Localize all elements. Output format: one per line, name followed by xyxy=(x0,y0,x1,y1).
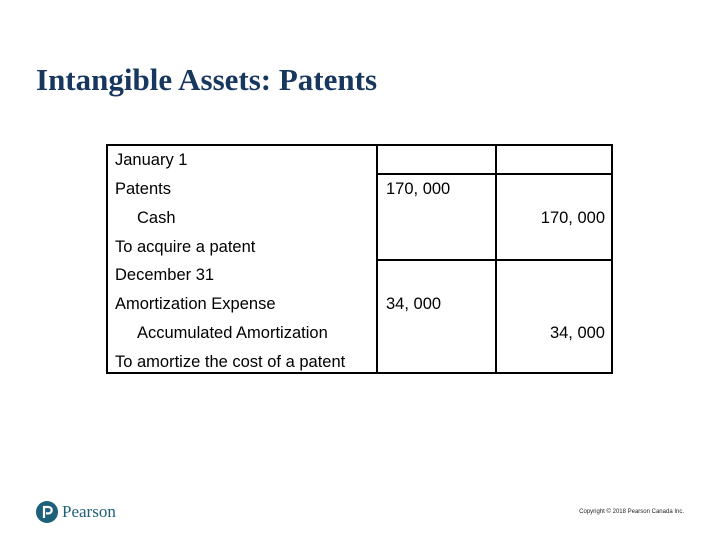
debit-amount: 170, 000 xyxy=(386,180,451,198)
slide-title: Intangible Assets: Patents xyxy=(36,62,378,97)
credit-amount: 34, 000 xyxy=(549,324,605,342)
journal-explanation: To amortize the cost of a patent xyxy=(115,353,346,371)
row-divider xyxy=(376,259,611,261)
journal-credit-account: Accumulated Amortization xyxy=(137,324,328,342)
journal-debit-account: Patents xyxy=(115,180,171,198)
copyright-notice: Copyright © 2018 Pearson Canada Inc. xyxy=(579,509,684,515)
journal-credit-account: Cash xyxy=(137,209,176,227)
journal-date: January 1 xyxy=(115,151,188,169)
journal-date: December 31 xyxy=(115,266,215,284)
debit-amount: 34, 000 xyxy=(386,295,442,313)
journal-explanation: To acquire a patent xyxy=(115,238,256,256)
pearson-logo-icon xyxy=(36,501,58,523)
pearson-logo xyxy=(36,501,116,523)
pearson-logo-text: Pearson xyxy=(62,502,116,521)
credit-amount: 170, 000 xyxy=(540,209,605,227)
journal-debit-account: Amortization Expense xyxy=(115,295,276,313)
journal-entry-table xyxy=(106,144,613,374)
row-divider xyxy=(376,173,611,175)
